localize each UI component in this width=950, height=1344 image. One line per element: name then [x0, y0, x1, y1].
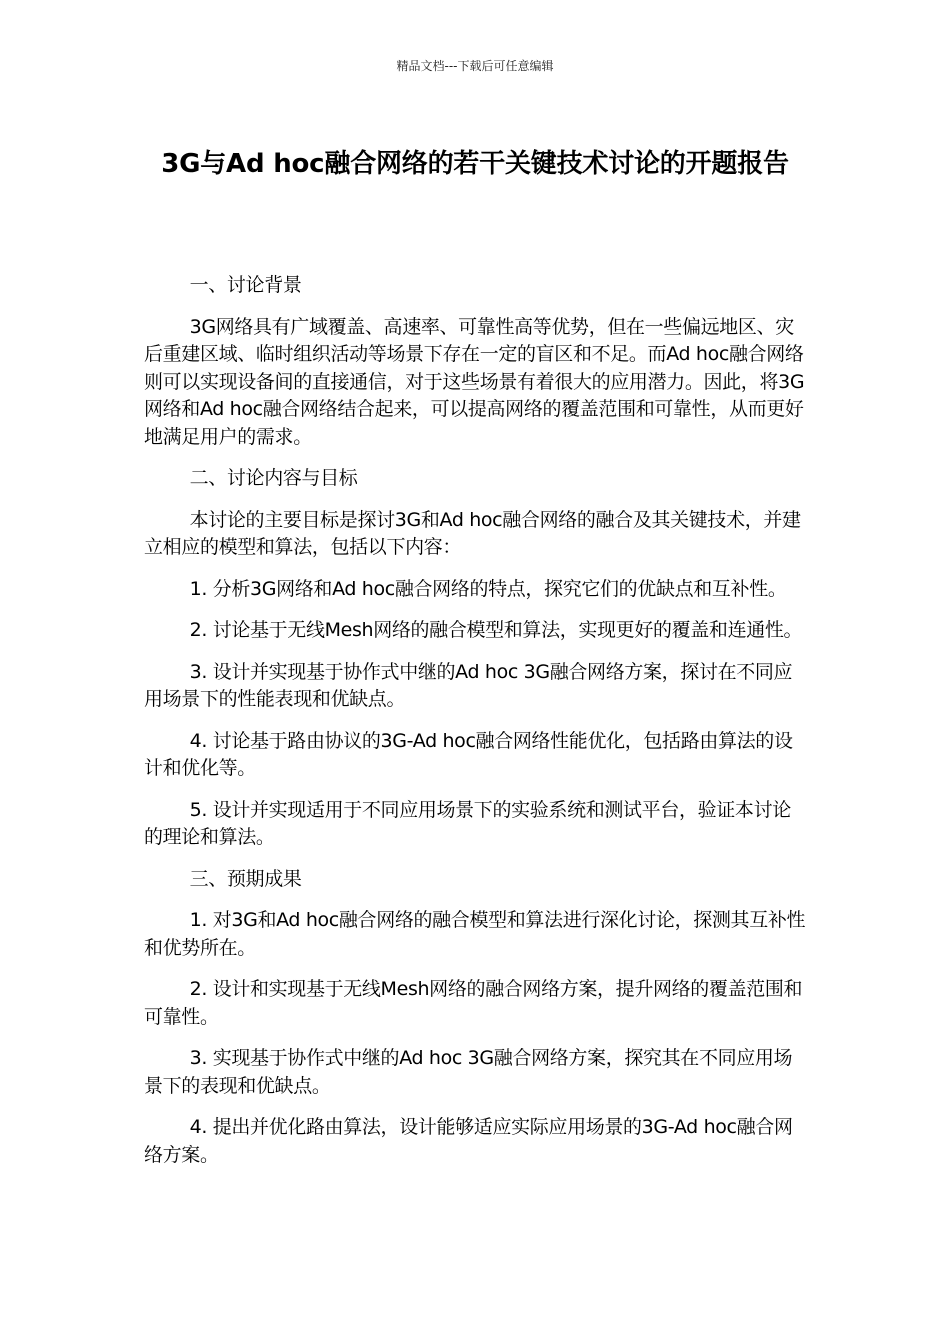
list-item-result-2: 2. 设计和实现基于无线Mesh网络的融合网络方案，提升网络的覆盖范围和可靠性。	[144, 978, 803, 1028]
section-heading-content-goals: 二、讨论内容与目标	[189, 467, 358, 489]
paragraph-goals-intro: 本讨论的主要目标是探讨3G和Ad hoc融合网络的融合及其关键技术，并建立相应的模型和算法，包括以下内容：	[144, 508, 801, 558]
header-note: 精品文档---下载后可任意编辑	[396, 59, 554, 73]
list-item-goal-1: 1. 分析3G网络和Ad hoc融合网络的特点，探究它们的优缺点和互补性。	[189, 577, 787, 600]
list-item-result-1: 1. 对3G和Ad hoc融合网络的融合模型和算法进行深化讨论，探测其互补性和优势所在。	[144, 909, 806, 959]
list-item-goal-3: 3. 设计并实现基于协作式中继的Ad hoc 3G融合网络方案，探讨在不同应用场景下的性能表现和优缺点。	[144, 660, 793, 710]
list-item-goal-4: 4. 讨论基于路由协议的3G-Ad hoc融合网络性能优化，包括路由算法的设计和优化等。	[144, 729, 793, 779]
document-title: 3G与Ad hoc融合网络的若干关键技术讨论的开题报告	[161, 149, 789, 179]
list-item-goal-5: 5. 设计并实现适用于不同应用场景下的实验系统和测试平台，验证本讨论的理论和算法。	[144, 798, 791, 848]
section-heading-expected-results: 三、预期成果	[189, 867, 302, 890]
section-heading-background: 一、讨论背景	[189, 274, 302, 296]
list-item-result-3: 3. 实现基于协作式中继的Ad hoc 3G融合网络方案，探究其在不同应用场景下的表现和优缺点。	[144, 1047, 793, 1097]
list-item-goal-2: 2. 讨论基于无线Mesh网络的融合模型和算法，实现更好的覆盖和连通性。	[189, 619, 803, 641]
document-body	[144, 272, 807, 1183]
paragraph-background: 3G网络具有广域覆盖、高速率、可靠性高等优势，但在一些偏远地区、灾后重建区域、临时组织活动等场景下存在一定的盲区和不足。而Ad hoc融合网络则可以实现设备间的直接通信，对于这些场景有着很大的应用潜力。因此，将3G网络和Ad hoc融合网络结合起来，可以提高网络的覆盖范围和可靠性，从而更好地满足用户的需求。	[144, 315, 805, 448]
list-item-result-4: 4. 提出并优化路由算法，设计能够适应实际应用场景的3G-Ad hoc融合网络方案。	[144, 1116, 793, 1166]
